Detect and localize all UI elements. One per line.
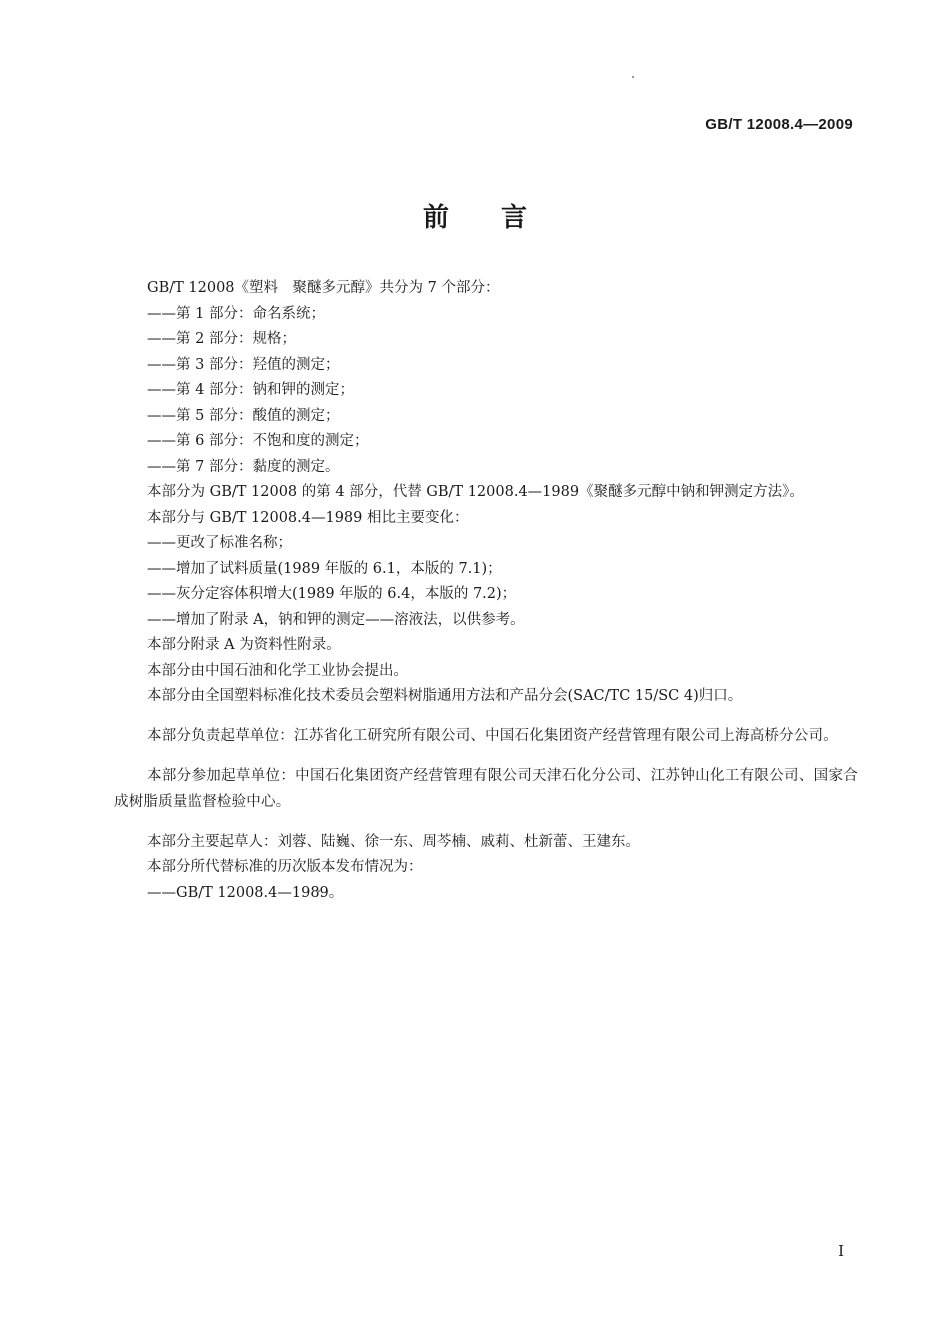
scan-speck (632, 76, 634, 78)
paragraph-proposed: 本部分由中国石油和化学工业协会提出。 (147, 662, 408, 679)
list-item-change: ——灰分定容体积增大(1989 年版的 6.4，本版的 7.2)； (147, 586, 517, 602)
page-title (0, 197, 950, 234)
paragraph-annex: 本部分附录 A 为资料性附录。 (147, 637, 341, 653)
list-item-part: ——第 5 部分：酸值的测定； (147, 407, 340, 424)
paragraph-drafting-participants: 本部分参加起草单位：中国石化集团资产经营管理有限公司天津石化分公司、江苏钟山化工有限公司、国家合成树脂质量监督检验中心。 (114, 768, 858, 810)
list-item-part: ——第 2 部分：规格； (147, 331, 296, 347)
title-part-1: 前 (422, 203, 449, 233)
list-item-part: ——第 3 部分：羟值的测定； (147, 356, 340, 373)
paragraph-drafters: 本部分主要起草人：刘蓉、陆巍、徐一东、周芩楠、戚莉、杜新蕾、王建东。 (147, 833, 640, 850)
paragraph-history-intro: 本部分所代替标准的历次版本发布情况为： (147, 859, 423, 875)
list-item-part: ——第 1 部分：命名系统； (147, 305, 325, 322)
list-item-change: ——更改了标准名称； (147, 535, 292, 551)
paragraph-replaces: 本部分为 GB/T 12008 的第 4 部分，代替 GB/T 12008.4—1989《聚醚多元醇中钠和钾测定方法》。 (147, 484, 804, 500)
paragraph-intro: GB/T 12008《塑料 聚醚多元醇》共分为 7 个部分： (147, 280, 500, 296)
list-item-change: ——增加了附录 A，钠和钾的测定——溶液法，以供参考。 (147, 611, 525, 628)
standard-number: GB/T 12008.4—2009 (705, 116, 853, 133)
list-item-part: ——第 6 部分：不饱和度的测定； (147, 433, 369, 449)
paragraph-centralized: 本部分由全国塑料标准化技术委员会塑料树脂通用方法和产品分会(SAC/TC 15/SC 4)归口。 (147, 688, 743, 704)
foreword-body (114, 276, 858, 906)
list-item-change: ——增加了试料质量(1989 年版的 6.1，本版的 7.1)； (147, 560, 502, 577)
list-item-part: ——第 4 部分：钠和钾的测定； (147, 382, 354, 398)
list-item-history: ——GB/T 12008.4—1989。 (147, 884, 344, 901)
page-number: I (838, 1242, 844, 1260)
paragraph-changes-intro: 本部分与 GB/T 12008.4—1989 相比主要变化： (147, 509, 469, 526)
paragraph-drafting-lead: 本部分负责起草单位：江苏省化工研究所有限公司、中国石化集团资产经营管理有限公司上海高桥分公司。 (147, 728, 838, 744)
list-item-part: ——第 7 部分：黏度的测定。 (147, 458, 340, 475)
title-part-2: 言 (501, 203, 528, 233)
